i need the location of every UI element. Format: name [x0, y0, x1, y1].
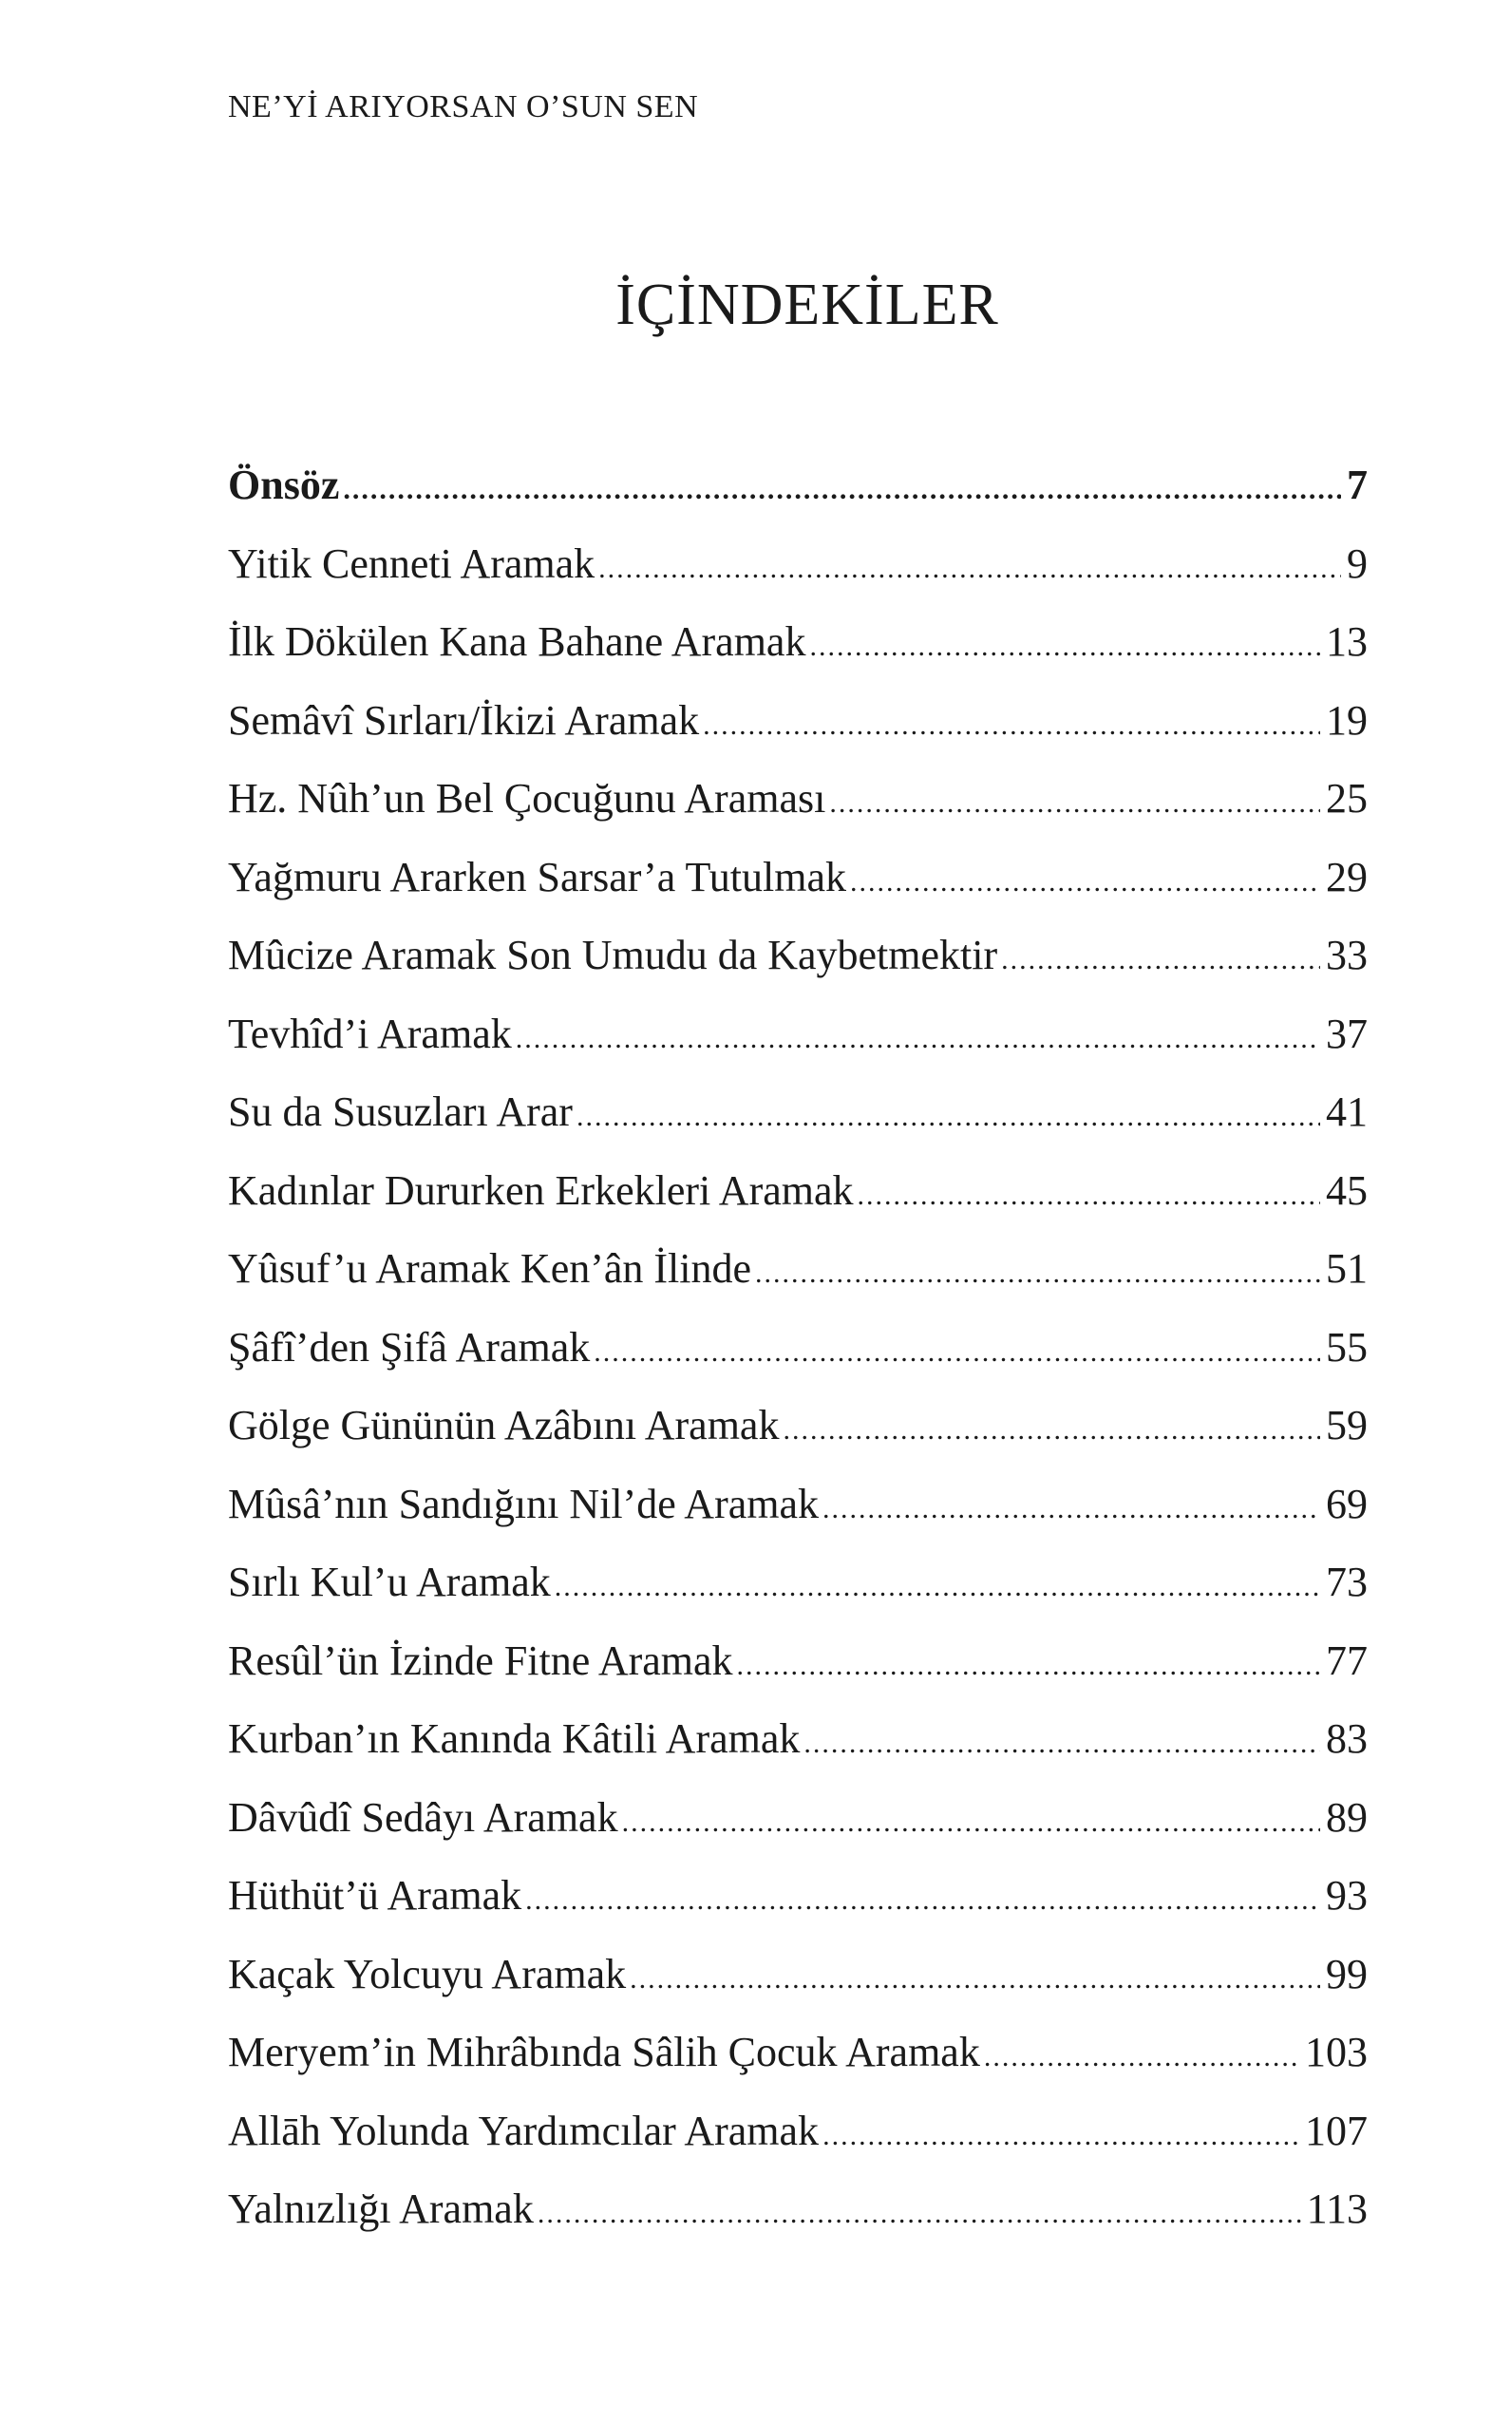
toc-entry-title: Yûsuf’u Aramak Ken’ân İlinde [228, 1245, 752, 1292]
toc-entry-page: 45 [1326, 1166, 1368, 1214]
dot-leader [594, 1314, 1320, 1392]
dot-leader [984, 2018, 1299, 2097]
toc-entry-page: 13 [1326, 618, 1368, 665]
dot-leader [576, 1078, 1320, 1157]
toc-entry[interactable] [228, 1779, 1368, 1858]
dot-leader [630, 1940, 1320, 2019]
toc-entry-page: 33 [1326, 932, 1368, 978]
toc-entry-page: 9 [1347, 539, 1368, 587]
dot-leader [538, 2175, 1301, 2254]
toc-entry[interactable] [228, 1622, 1368, 1701]
toc-entry[interactable] [228, 2170, 1368, 2249]
toc-entry[interactable] [228, 1152, 1368, 1231]
toc-entry[interactable] [228, 1309, 1368, 1388]
toc-entry-title: Resûl’ün İzinde Fitne Aramak [228, 1637, 733, 1684]
toc-entry[interactable] [228, 2014, 1368, 2092]
toc-entry-page: 103 [1305, 2029, 1368, 2075]
toc-entry-title: Allāh Yolunda Yardımcılar Aramak [228, 2107, 820, 2154]
dot-leader [1001, 921, 1320, 1000]
toc-entry[interactable] [228, 1700, 1368, 1779]
toc-entry-page: 69 [1326, 1480, 1368, 1527]
toc-entry-title: Tevhîd’i Aramak [228, 1010, 512, 1057]
toc-entry-title: Sırlı Kul’u Aramak [228, 1559, 551, 1605]
toc-entry[interactable] [228, 995, 1368, 1074]
toc-entry-page: 7 [1347, 462, 1368, 508]
toc-entry-page: 59 [1326, 1402, 1368, 1448]
table-of-contents [228, 446, 1368, 2249]
toc-entry-page: 77 [1326, 1637, 1368, 1684]
toc-entry-page: 99 [1326, 1950, 1368, 1997]
toc-entry-page: 51 [1326, 1245, 1368, 1292]
toc-entry-title: Yitik Cenneti Aramak [228, 539, 595, 587]
dot-leader [343, 451, 1341, 530]
dot-leader [525, 1862, 1320, 1940]
dot-leader [858, 1157, 1320, 1236]
page-title: İÇİNDEKİLER [615, 273, 999, 337]
toc-entry-page: 93 [1326, 1872, 1368, 1919]
toc-entry-page: 41 [1326, 1088, 1368, 1135]
toc-entry-page: 83 [1326, 1715, 1368, 1762]
toc-entry-title: Hüthüt’ü Aramak [228, 1872, 522, 1919]
toc-entry-title: Kurban’ın Kanında Kâtili Aramak [228, 1715, 801, 1762]
toc-entry-title: Mûcize Aramak Son Umudu da Kaybetmektir [228, 932, 998, 978]
dot-leader [809, 608, 1320, 687]
toc-entry-page: 29 [1326, 853, 1368, 900]
toc-entry-page: 107 [1305, 2107, 1368, 2154]
toc-entry-onsoz[interactable] [228, 446, 1368, 525]
dot-leader [783, 1391, 1320, 1470]
toc-entry[interactable] [228, 1073, 1368, 1152]
toc-entry-page: 55 [1326, 1323, 1368, 1371]
dot-leader [555, 1548, 1320, 1627]
toc-entry[interactable] [228, 1466, 1368, 1544]
toc-entry-page: 19 [1326, 696, 1368, 744]
toc-entry-title: Kadınlar Dururken Erkekleri Aramak [228, 1166, 854, 1214]
toc-entry[interactable] [228, 1936, 1368, 2015]
toc-entry-page: 89 [1326, 1793, 1368, 1841]
toc-entry-page: 73 [1326, 1559, 1368, 1605]
running-header: NE’Yİ ARIYORSAN O’SUN SEN [228, 89, 699, 124]
toc-entry-title: Şâfî’den Şifâ Aramak [228, 1323, 591, 1371]
toc-entry[interactable] [228, 525, 1368, 604]
toc-entry[interactable] [228, 839, 1368, 918]
toc-entry-title: Kaçak Yolcuyu Aramak [228, 1950, 627, 1997]
toc-entry[interactable] [228, 603, 1368, 682]
dot-leader [598, 530, 1341, 609]
toc-entry-page: 113 [1306, 2185, 1368, 2232]
toc-entry-page: 37 [1326, 1010, 1368, 1057]
toc-entry-title: Gölge Gününün Azâbını Aramak [228, 1402, 780, 1448]
dot-leader [622, 1784, 1320, 1863]
toc-entry[interactable] [228, 1230, 1368, 1309]
dot-leader [822, 2097, 1299, 2176]
toc-entry[interactable] [228, 1543, 1368, 1622]
toc-entry-title: Meryem’in Mihrâbında Sâlih Çocuk Aramak [228, 2029, 980, 2075]
dot-leader [822, 1470, 1320, 1549]
dot-leader [755, 1235, 1320, 1314]
toc-entry-title: İlk Dökülen Kana Bahane Aramak [228, 618, 806, 665]
toc-entry-title: Dâvûdî Sedâyı Aramak [228, 1793, 618, 1841]
dot-leader [703, 687, 1320, 766]
toc-entry[interactable] [228, 760, 1368, 839]
toc-entry-title: Su da Susuzları Arar [228, 1088, 573, 1135]
toc-entry-title: Mûsâ’nın Sandığını Nil’de Aramak [228, 1480, 820, 1527]
toc-entry[interactable] [228, 682, 1368, 761]
toc-entry[interactable] [228, 2092, 1368, 2171]
dot-leader [850, 843, 1320, 922]
toc-entry-title: Yağmuru Ararken Sarsar’a Tutulmak [228, 853, 846, 900]
dot-leader [803, 1705, 1320, 1784]
toc-entry-page: 25 [1326, 775, 1368, 822]
dot-leader [516, 1000, 1320, 1079]
toc-entry-title: Semâvî Sırları/İkizi Aramak [228, 696, 700, 744]
dot-leader [737, 1627, 1320, 1706]
toc-entry[interactable] [228, 1857, 1368, 1936]
toc-entry-title: Yalnızlığı Aramak [228, 2185, 534, 2232]
toc-entry-title: Hz. Nûh’un Bel Çocuğunu Araması [228, 775, 826, 822]
toc-entry[interactable] [228, 1387, 1368, 1466]
dot-leader [829, 765, 1320, 843]
toc-entry[interactable] [228, 917, 1368, 995]
toc-entry-title: Önsöz [228, 462, 340, 508]
